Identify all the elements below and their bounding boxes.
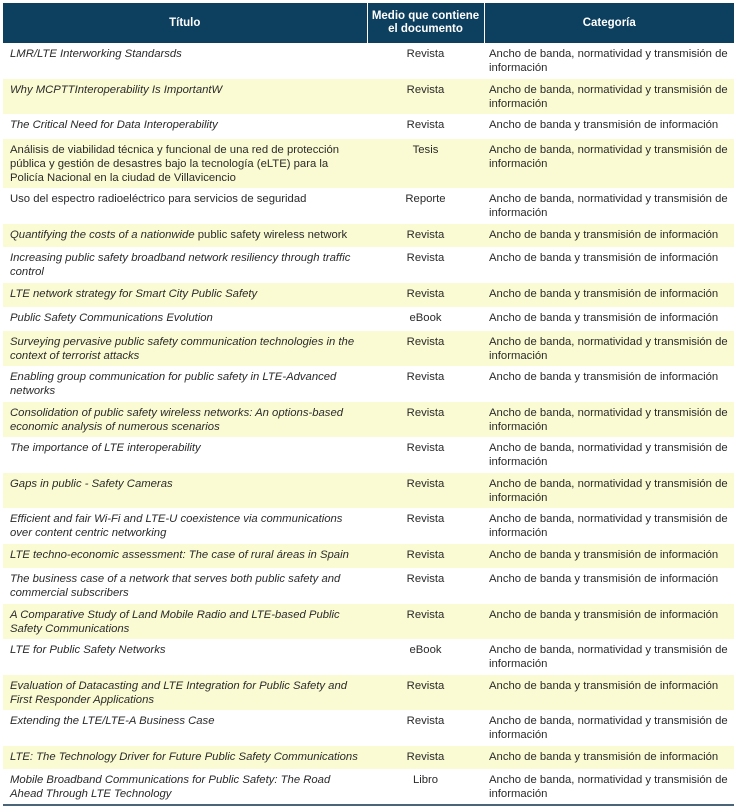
cell-title	[3, 223, 367, 247]
title-italic: Efficient and fair Wi-Fi and LTE-U coexistence via communications over content centric networking	[10, 513, 343, 539]
title-italic: LMR/LTE Interworking Standarsds	[10, 48, 182, 60]
cell-medium: Revista	[406, 572, 445, 585]
cell-title	[3, 544, 367, 568]
cell-medium: Revista	[367, 223, 484, 247]
cell-category: Ancho de banda y transmisión de información	[484, 223, 734, 247]
title-italic: Gaps in public - Safety Cameras	[10, 478, 173, 490]
cell-medium: Revista	[367, 402, 484, 438]
cell-title	[3, 366, 367, 402]
documents-table	[3, 3, 734, 806]
title-italic: LTE techno-economic assessment: The case of rural áreas in Spain	[10, 549, 349, 561]
cell-medium: Revista	[406, 371, 445, 383]
cell-category: Ancho de banda y transmisión de información	[489, 371, 719, 383]
title-italic: The Critical Need for Data Interoperability	[10, 119, 218, 131]
cell-title	[3, 79, 367, 115]
table-row	[3, 603, 734, 639]
cell-title	[3, 247, 367, 283]
cell-medium: Revista	[367, 745, 484, 769]
cell-title	[3, 745, 367, 769]
cell-category: Ancho de banda, normatividad y transmisión de información	[489, 48, 728, 74]
cell-medium: Revista	[367, 331, 484, 367]
cell-category: Ancho de banda, normatividad y transmisión de información	[484, 769, 734, 805]
cell-title	[3, 508, 367, 544]
cell-category: Ancho de banda, normatividad y transmisión de información	[484, 473, 734, 509]
title-italic: Mobile Broadband Communications for Public Safety: The Road Ahead Through LTE Technology	[10, 774, 331, 800]
title-italic: Public Safety Communications Evolution	[10, 311, 213, 324]
table-row	[3, 745, 734, 769]
title-italic: Enabling group communication for public safety in LTE-Advanced networks	[10, 371, 337, 397]
table-row	[3, 674, 734, 710]
table-row	[3, 437, 734, 473]
cell-medium: Revista	[367, 544, 484, 568]
cell-category: Ancho de banda y transmisión de información	[489, 119, 719, 131]
table-row	[3, 188, 734, 224]
cell-medium: Revista	[406, 252, 445, 264]
cell-category: Ancho de banda y transmisión de información	[484, 603, 734, 639]
table-row	[3, 508, 734, 544]
cell-title	[3, 769, 367, 805]
cell-category: Ancho de banda, normatividad y transmisión de información	[484, 331, 734, 367]
cell-title	[3, 307, 367, 331]
cell-title	[3, 710, 367, 746]
cell-medium: Reporte	[405, 192, 446, 205]
cell-category: Ancho de banda y transmisión de información	[489, 311, 719, 324]
cell-medium: Revista	[406, 714, 445, 727]
cell-category: Ancho de banda, normatividad y transmisión de información	[489, 643, 728, 670]
cell-medium: Revista	[367, 79, 484, 115]
cell-medium: Revista	[406, 513, 445, 525]
table-row	[3, 710, 734, 746]
cell-medium: Revista	[367, 283, 484, 307]
cell-title	[3, 473, 367, 509]
cell-medium: Revista	[367, 473, 484, 509]
cell-title	[3, 114, 367, 138]
table-row	[3, 331, 734, 367]
title-normal: Uso del espectro radioeléctrico para servicios de seguridad	[10, 192, 307, 205]
title-italic: Extending the LTE/LTE-A Business Case	[10, 714, 215, 727]
cell-medium: Revista	[406, 119, 445, 131]
table-row	[3, 568, 734, 604]
table-row	[3, 366, 734, 402]
table-row	[3, 769, 734, 805]
header-medium: Medio que contiene el documento	[367, 3, 484, 43]
title-italic: The importance of LTE interoperability	[10, 442, 201, 454]
table-row	[3, 639, 734, 675]
table-row	[3, 223, 734, 247]
cell-category: Ancho de banda, normatividad y transmisión de información	[489, 513, 728, 539]
title-italic: LTE network strategy for Smart City Public Safety	[10, 288, 258, 300]
cell-title	[3, 639, 367, 675]
cell-title	[3, 188, 367, 224]
title-normal: Análisis de viabilidad técnica y funcional de una red de protección pública y gestión de desastres bajo la tecnología (eLTE) para la Policía Nacional en la ciudad de Villavicencio	[10, 143, 340, 184]
cell-title	[3, 331, 367, 367]
cell-category: Ancho de banda, normatividad y transmisión de información	[489, 192, 728, 219]
title-italic: LTE: The Technology Driver for Future Public Safety Communications	[10, 750, 358, 763]
table-row	[3, 283, 734, 307]
cell-title	[3, 283, 367, 307]
cell-medium: Revista	[367, 674, 484, 710]
table-row	[3, 247, 734, 283]
cell-title	[3, 603, 367, 639]
title-normal: public safety wireless network	[194, 228, 348, 241]
cell-category: Ancho de banda, normatividad y transmisión de información	[489, 714, 728, 741]
cell-category: Ancho de banda, normatividad y transmisión de información	[484, 79, 734, 115]
cell-category: Ancho de banda, normatividad y transmisión de información	[484, 138, 734, 188]
cell-title	[3, 402, 367, 438]
cell-title	[3, 674, 367, 710]
header-row	[3, 3, 734, 43]
title-italic: Surveying pervasive public safety communication technologies in the context of terrorist attacks	[10, 336, 355, 362]
title-italic: Why MCPTTInteroperability Is ImportantW	[10, 84, 223, 96]
cell-medium: Revista	[406, 48, 445, 60]
cell-title	[3, 437, 367, 473]
cell-medium: Tesis	[367, 138, 484, 188]
cell-medium: Revista	[367, 603, 484, 639]
cell-medium: eBook	[409, 311, 442, 324]
cell-category: Ancho de banda, normatividad y transmisión de información	[489, 442, 728, 468]
cell-category: Ancho de banda y transmisión de información	[489, 572, 719, 585]
title-italic: Quantifying the costs of a nationwide	[10, 228, 195, 241]
header-title: Título	[3, 3, 367, 43]
cell-medium: eBook	[409, 643, 442, 656]
cell-medium: Libro	[367, 769, 484, 805]
cell-title	[3, 568, 367, 604]
table-row	[3, 544, 734, 568]
table-row	[3, 402, 734, 438]
title-italic: Consolidation of public safety wireless networks: An options-based economic analysis of numerous scenarios	[10, 407, 344, 433]
cell-title	[3, 138, 367, 188]
cell-category: Ancho de banda y transmisión de información	[489, 252, 719, 264]
header-category: Categoría	[484, 3, 734, 43]
table-row	[3, 79, 734, 115]
cell-category: Ancho de banda, normatividad y transmisión de información	[484, 402, 734, 438]
title-italic: The business case of a network that serves both public safety and commercial subscribers	[10, 572, 341, 599]
cell-category: Ancho de banda y transmisión de información	[484, 745, 734, 769]
cell-title	[3, 43, 367, 79]
cell-category: Ancho de banda y transmisión de información	[484, 544, 734, 568]
cell-medium: Revista	[406, 442, 445, 454]
table-row	[3, 43, 734, 79]
title-italic: Increasing public safety broadband network resiliency through traffic control	[10, 252, 351, 278]
table-row	[3, 114, 734, 138]
title-italic: A Comparative Study of Land Mobile Radio and LTE-based Public Safety Communications	[10, 608, 340, 635]
table-row	[3, 473, 734, 509]
table-row	[3, 138, 734, 188]
title-italic: Evaluation of Datacasting and LTE Integration for Public Safety and First Responder Applications	[10, 679, 348, 706]
cell-category: Ancho de banda y transmisión de información	[484, 674, 734, 710]
table-row	[3, 307, 734, 331]
title-italic: LTE for Public Safety Networks	[10, 643, 166, 656]
cell-category: Ancho de banda y transmisión de información	[484, 283, 734, 307]
